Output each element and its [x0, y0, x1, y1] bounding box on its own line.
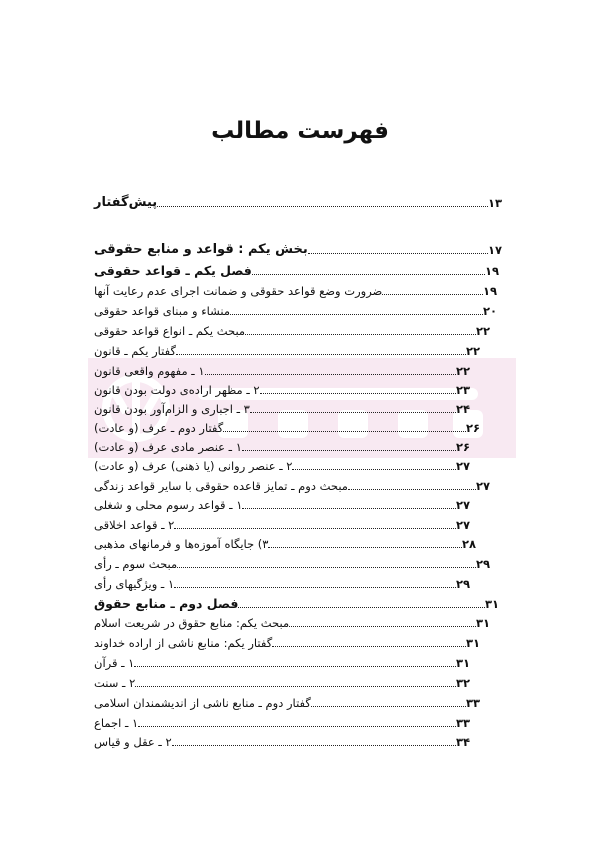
toc-entry-page: ۲۹ [476, 557, 491, 571]
dot-leader [205, 374, 457, 375]
dot-leader [311, 706, 466, 707]
toc-entry-label: ۲ ـ مظهر اراده‌ی دولت بودن قانون [94, 383, 260, 397]
toc-entry-page: ۳۱ [476, 616, 491, 630]
toc-entry-page: ۲۴ [456, 402, 471, 416]
toc-entry-page: ۱۹ [483, 284, 498, 298]
toc-entry-label: ۱ ـ قواعد رسوم محلی و شغلی [94, 498, 243, 512]
toc-entry [92, 318, 498, 338]
toc-entry-label: گفتار دوم ـ منابع ناشی از اندیشمندان اسلامی [94, 696, 311, 710]
dot-leader [308, 253, 488, 254]
dot-leader [260, 393, 456, 394]
toc-entry-page: ۲۲ [476, 324, 491, 338]
toc-entry-label: مبحث یکم ـ انواع قواعد حقوقی [94, 324, 246, 338]
dot-leader [245, 334, 476, 335]
toc-entry-page: ۲۳ [456, 383, 471, 397]
toc-entry [92, 591, 507, 611]
toc-entry-page: ۳۳ [466, 696, 481, 710]
toc-entry-label: ضرورت وضع قواعد حقوقی و ضمانت اجرای عدم رعایت آنها [94, 284, 383, 298]
dot-leader [157, 206, 488, 207]
dot-leader [242, 508, 456, 509]
toc-entry-page: ۳۲ [456, 676, 471, 690]
toc-entry-page: ۲۷ [456, 459, 471, 473]
toc-entry-page: ۳۱ [466, 636, 481, 650]
dot-leader [176, 354, 466, 355]
toc-entry-label: فصل یکم ـ قواعد حقوقی [94, 263, 252, 278]
toc-entry [92, 670, 478, 690]
dot-leader [134, 666, 456, 667]
toc-entry-page: ۲۲ [466, 344, 481, 358]
toc-entry-page: ۲۶ [456, 440, 471, 454]
toc-entry-label: گفتار دوم ـ عرف (و عادت) [94, 421, 224, 435]
toc-entry-label: پیش‌گفتار [94, 195, 158, 210]
toc-entry-page: ۱۷ [488, 243, 503, 257]
toc-entry [92, 531, 484, 551]
toc-entry [92, 453, 478, 473]
page-title: فهرست مطالب [211, 118, 389, 144]
toc-entry [92, 338, 488, 358]
toc-entry [92, 551, 498, 571]
toc-entry-label: بخش یکم : قواعد و منابع حقوقی [94, 242, 308, 257]
toc-entry [92, 258, 507, 278]
toc-entry-label: منشاء و مبنای قواعد حقوقی [94, 304, 231, 318]
toc-entry [92, 278, 505, 298]
toc-entry-label: ۲ ـ عنصر روانی (یا ذهنی) عرف (و عادت) [94, 459, 293, 473]
dot-leader [292, 469, 456, 470]
toc-entry [92, 710, 478, 730]
toc-entry-label: ۲ ـ قواعد اخلاقی [94, 518, 175, 532]
toc-entry-page: ۳۳ [456, 716, 471, 730]
toc-entry [92, 571, 478, 591]
toc-entry-label: ۳ ـ اجباری و الزام‌آور بودن قانون [94, 402, 250, 416]
dot-leader [242, 450, 456, 451]
dot-leader [238, 607, 485, 608]
toc-entry-page: ۲۲ [456, 364, 471, 378]
toc-entry [92, 473, 498, 493]
dot-leader [230, 314, 483, 315]
toc-entry-label: ۱ ـ قرآن [94, 656, 135, 670]
dot-leader [272, 646, 466, 647]
toc-entry-label: مبحث دوم ـ تمایز قاعده حقوقی با سایر قواعد زندگی [94, 479, 348, 493]
dot-leader [172, 745, 456, 746]
toc-entry-label: ۱ ـ مفهوم واقعی قانون [94, 364, 205, 378]
toc-entry-label: ۱ ـ ویژگیهای رأی [94, 577, 175, 591]
toc-entry-label: ۲ ـ سنت [94, 676, 136, 690]
toc-entry [92, 630, 488, 650]
dot-leader [250, 412, 456, 413]
toc-entry-page: ۲۰ [483, 304, 498, 318]
toc-entry [92, 690, 488, 710]
toc-entry-page: ۲۷ [476, 479, 491, 493]
toc-entry-page: ۳۱ [456, 656, 471, 670]
dot-leader [177, 567, 476, 568]
toc-entry [92, 298, 505, 318]
toc-entry [92, 396, 478, 416]
toc-entry-page: ۱۹ [485, 264, 500, 278]
dot-leader [138, 726, 456, 727]
toc-entry [92, 358, 478, 378]
dot-leader [252, 274, 485, 275]
toc-entry-page: ۲۹ [456, 577, 471, 591]
toc-entry [92, 415, 488, 435]
dot-leader [289, 626, 476, 627]
toc-entry-page: ۱۳ [488, 196, 503, 210]
toc-entry [92, 492, 478, 512]
toc-entry-label: فصل دوم ـ منابع حقوق [94, 596, 239, 611]
toc-entry-page: ۲۷ [456, 498, 471, 512]
toc-entry [92, 650, 478, 670]
toc-entry-label: مبحث سوم ـ رأی [94, 557, 178, 571]
toc-entry-label: مبحث یکم: منابع حقوق در شریعت اسلام [94, 616, 290, 630]
toc-entry [92, 610, 498, 630]
toc-entry [92, 729, 478, 749]
toc-entry-page: ۳۱ [485, 597, 500, 611]
toc-entry-page: ۲۸ [462, 537, 477, 551]
toc-entry-page: ۲۶ [466, 421, 481, 435]
toc-entry-label: ۳) جایگاه آموزه‌ها و فرمانهای مذهبی [94, 537, 269, 551]
toc-entry-label: گفتار یکم: منابع ناشی از اراده خداوند [94, 636, 273, 650]
dot-leader [268, 547, 462, 548]
toc-entry-label: ۲ ـ عقل و قیاس [94, 735, 172, 749]
dot-leader [174, 528, 456, 529]
toc-entry [92, 190, 510, 210]
dot-leader [135, 686, 456, 687]
toc-entry-label: ۱ ـ اجماع [94, 716, 139, 730]
toc-entry-label: گفتار یکم ـ قانون [94, 344, 176, 358]
toc-entry-page: ۲۷ [456, 518, 471, 532]
dot-leader [382, 294, 483, 295]
toc-entry-page: ۳۴ [456, 735, 471, 749]
toc-entry [92, 377, 478, 397]
toc-entry [92, 434, 478, 454]
toc-entry [92, 237, 510, 257]
toc-entry [92, 512, 478, 532]
toc-entry-label: ۱ ـ عنصر مادی عرف (و عادت) [94, 440, 242, 454]
dot-leader [223, 431, 466, 432]
dot-leader [174, 587, 456, 588]
dot-leader [348, 489, 476, 490]
